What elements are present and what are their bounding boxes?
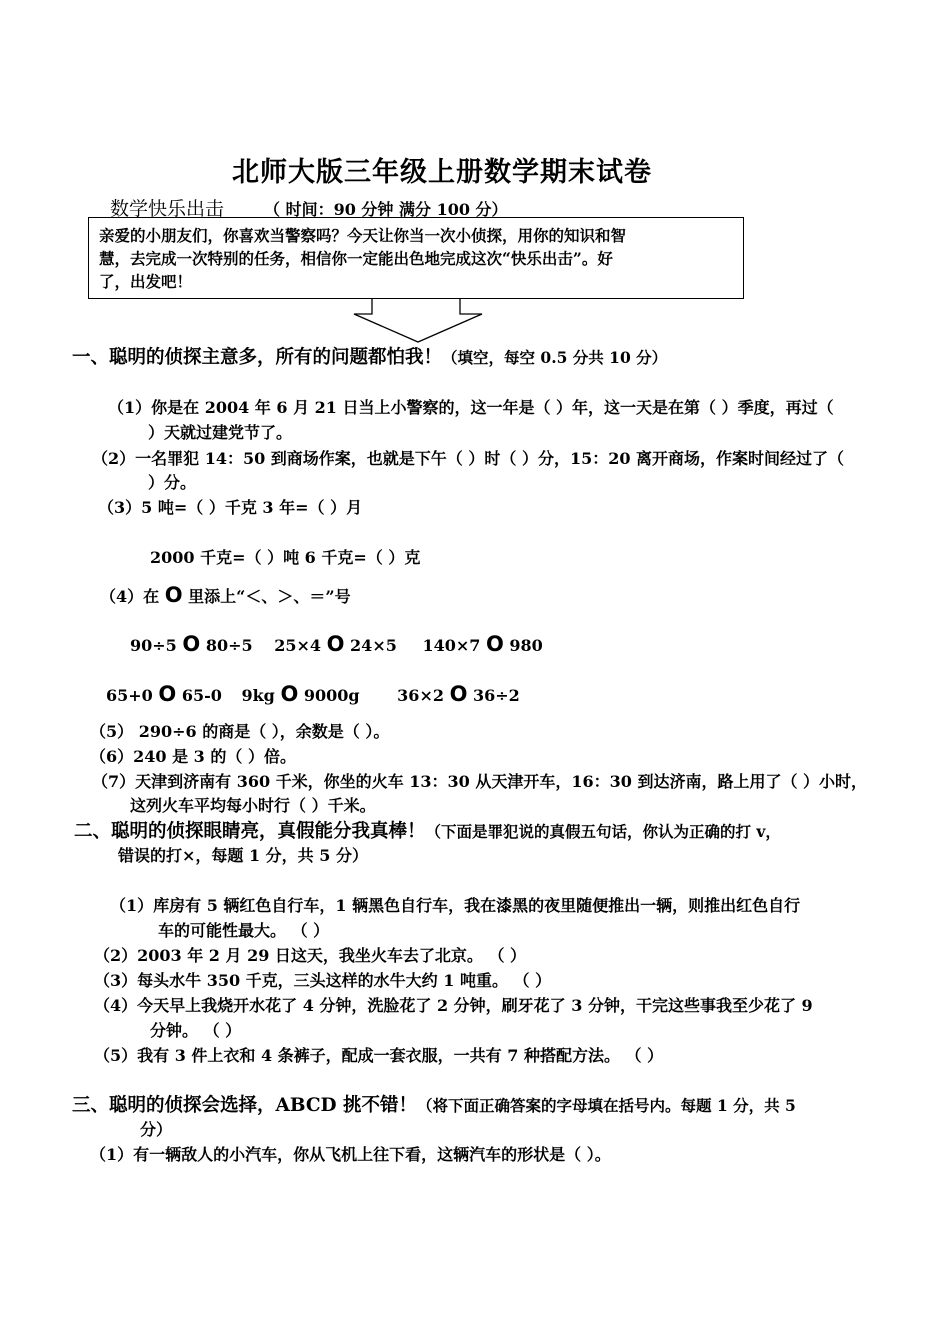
cmp-expr: 25×4 <box>274 636 322 655</box>
cmp-expr: 36÷2 <box>473 686 520 705</box>
section1-title: 一、聪明的侦探主意多，所有的问题都怕我！ <box>72 347 443 368</box>
s2-q1-line2: 车的可能性最大。 （ ） <box>158 921 330 940</box>
intro-box <box>88 217 744 299</box>
compare-circle: O <box>182 632 201 656</box>
compare-circle: O <box>326 632 345 656</box>
s1-q4-compare-row1 <box>130 632 543 656</box>
callout-arrow-icon <box>350 298 490 344</box>
cmp-expr: 90÷5 <box>130 636 177 655</box>
section3-title: 三、聪明的侦探会选择，ABCD 挑不错！ <box>72 1095 418 1116</box>
s1-q4-suffix: 里添上“＜、＞、＝”号 <box>188 587 351 606</box>
cmp-expr: 9000g <box>303 686 360 705</box>
cmp-expr: 80÷5 <box>205 636 253 655</box>
s1-q4-prefix: （4）在 <box>100 587 160 606</box>
s1-q3-line2: 2000 千克=（ ）吨 6 千克=（ ）克 <box>150 548 421 567</box>
s1-q2-line1: （2）一名罪犯 14：50 到商场作案，也就是下午（ ）时（ ）分，15：20 离开商场，作案时间经过了（ <box>92 449 845 468</box>
compare-circle: O <box>449 682 468 706</box>
section1-heading <box>72 343 667 369</box>
section2-title: 二、聪明的侦探眼睛亮，真假能分我真棒！ <box>74 821 426 842</box>
s1-q1-line2: ）天就过建党节了。 <box>148 423 293 442</box>
s1-q4-instruction <box>100 583 351 607</box>
cmp-expr: 65+0 <box>106 686 153 705</box>
s2-q3: （3）每头水牛 350 千克，三头这样的水牛大约 1 吨重。 （ ） <box>94 971 552 990</box>
s2-q4-line2: 分钟。 （ ） <box>150 1021 242 1040</box>
intro-line-3: 了，出发吧！ <box>99 272 193 291</box>
s1-q5: （5） 290÷6 的商是（ ），余数是（ ）。 <box>90 722 390 741</box>
compare-circle: O <box>158 682 177 706</box>
section3-note-line2: 分） <box>140 1120 173 1139</box>
s3-q1: （1）有一辆敌人的小汽车，你从飞机上往下看，这辆汽车的形状是（ ）。 <box>90 1145 611 1164</box>
s1-q2-line2: ）分。 <box>148 473 197 492</box>
cmp-expr: 9kg <box>241 686 275 705</box>
section2-note-line2: 错误的打×，每题 1 分，共 5 分） <box>118 846 368 865</box>
s1-q7-line2: 这列火车平均每小时行（ ）千米。 <box>130 796 376 815</box>
intro-line-1: 亲爱的小朋友们，你喜欢当警察吗？今天让你当一次小侦探，用你的知识和智 <box>99 226 627 245</box>
section2-note: （下面是罪犯说的真假五句话，你认为正确的打 v， <box>425 822 781 841</box>
circle-symbol: O <box>164 583 183 607</box>
subtitle-text: 数学快乐出击 <box>110 198 225 220</box>
cmp-expr: 980 <box>509 636 543 655</box>
page-title: 北师大版三年级上册数学期末试卷 <box>232 157 652 188</box>
cmp-expr: 36×2 <box>397 686 444 705</box>
s2-q4-line1: （4）今天早上我烧开水花了 4 分钟，洗脸花了 2 分钟，刷牙花了 3 分钟，干完这些事我至少花了 9 <box>94 996 813 1015</box>
section3-note: （将下面正确答案的字母填在括号内。每题 1 分，共 5 <box>417 1096 796 1115</box>
cmp-expr: 24×5 <box>350 636 397 655</box>
section2-heading <box>74 817 781 843</box>
s2-q1-line1: （1）库房有 5 辆红色自行车，1 辆黑色自行车，我在漆黑的夜里随便推出一辆，则推出红色自行 <box>110 896 801 915</box>
s1-q7-line1: （7）天津到济南有 360 千米，你坐的火车 13：30 从天津开车，16：30 到达济南，路上用了（ ）小时， <box>92 772 868 791</box>
time-info: （ 时间：90 分钟 满分 100 分） <box>264 200 508 219</box>
section3-heading <box>72 1091 796 1117</box>
s2-q2: （2）2003 年 2 月 29 日这天，我坐火车去了北京。 （ ） <box>94 946 527 965</box>
cmp-expr: 140×7 <box>422 636 481 655</box>
s1-q1-line1: （1）你是在 2004 年 6 月 21 日当上小警察的，这一年是（ ）年，这一天是在第（ ）季度，再过（ <box>108 398 834 417</box>
compare-circle: O <box>280 682 299 706</box>
s1-q6: （6）240 是 3 的（ ）倍。 <box>90 747 296 766</box>
section1-note: （填空，每空 0.5 分共 10 分） <box>442 348 668 367</box>
s2-q5: （5）我有 3 件上衣和 4 条裤子，配成一套衣服，一共有 7 种搭配方法。 （ ） <box>94 1046 664 1065</box>
cmp-expr: 65-0 <box>181 686 222 705</box>
s1-q3-line1: （3）5 吨=（ ）千克 3 年=（ ）月 <box>98 498 363 517</box>
compare-circle: O <box>485 632 504 656</box>
s1-q4-compare-row2 <box>106 682 520 706</box>
intro-line-2: 慧，去完成一次特别的任务，相信你一定能出色地完成这次“快乐出击”。好 <box>99 249 613 268</box>
